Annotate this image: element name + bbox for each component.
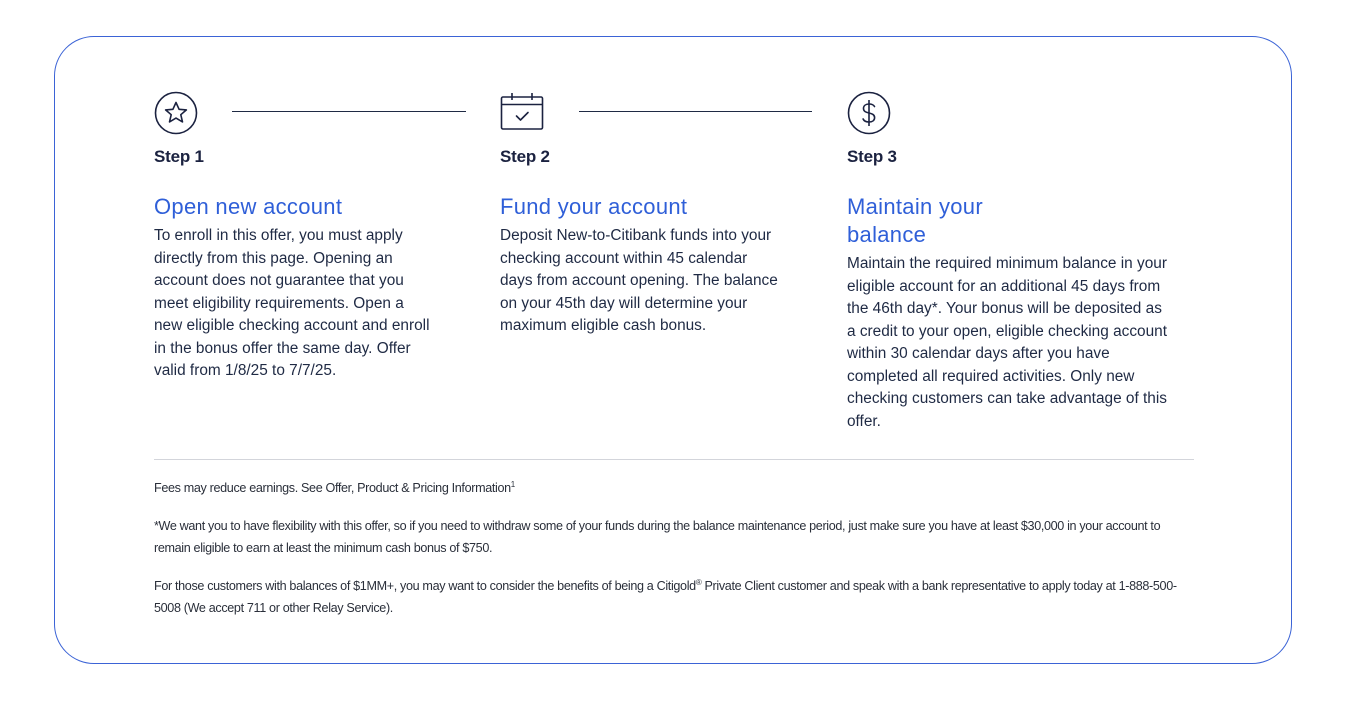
citigold-text-continued: Private Client customer and speak with a bank representative to apply today at 1-888-500-5008 (We accept 711 or other Relay Service).: [154, 579, 1177, 615]
star-icon: [154, 91, 198, 135]
citigold-text: For those customers with balances of $1MM+, you may want to consider the benefits of being a Citigold: [154, 579, 696, 593]
fees-disclosure: [154, 477, 1199, 499]
step-2: [500, 91, 800, 338]
step-1: [154, 91, 454, 383]
step-3: [847, 91, 1167, 433]
dollar-sign-icon: [847, 91, 891, 135]
step-title: Open new account: [154, 194, 343, 219]
divider: [154, 459, 1194, 460]
registered-mark: ®: [695, 577, 702, 587]
step-title: Maintain your balance: [847, 194, 983, 247]
step-label: Step 2: [500, 147, 550, 166]
fees-text: Fees may reduce earnings. See Offer, Product & Pricing Information: [154, 481, 511, 495]
step-description: To enroll in this offer, you must apply directly from this page. Opening an account does not guarantee that you meet eligibility requirements. Open a new eligible checking account and enroll in the bonus offer the same day. Offer valid from 1/8/25 to 7/7/25.: [154, 227, 430, 379]
flexibility-disclosure: *We want you to have flexibility with this offer, so if you need to withdraw some of your funds during the balance maintenance period, just make sure you have at least $30,000 in your account to remain eligible to earn at least the minimum cash bonus of $750.: [154, 519, 1161, 555]
step-label: Step 1: [154, 147, 204, 166]
calendar-check-icon: [500, 91, 544, 135]
step-label: Step 3: [847, 147, 897, 166]
step-title: Fund your account: [500, 194, 688, 219]
bonus-steps-card: [54, 36, 1292, 664]
disclosures: [154, 477, 1199, 635]
citigold-disclosure: [154, 575, 1199, 619]
footnote-link[interactable]: 1: [510, 479, 515, 489]
step-description: Deposit New-to-Citibank funds into your checking account within 45 calendar days from account opening. The balance on your 45th day will determine your maximum eligible cash bonus.: [500, 227, 778, 334]
step-description: Maintain the required minimum balance in your eligible account for an additional 45 days from the 46th day*. Your bonus will be deposited as a credit to your open, eligible checking account within 30 calendar days after you have completed all required activities. Only new checking customers can take advantage of this offer.: [847, 255, 1167, 430]
